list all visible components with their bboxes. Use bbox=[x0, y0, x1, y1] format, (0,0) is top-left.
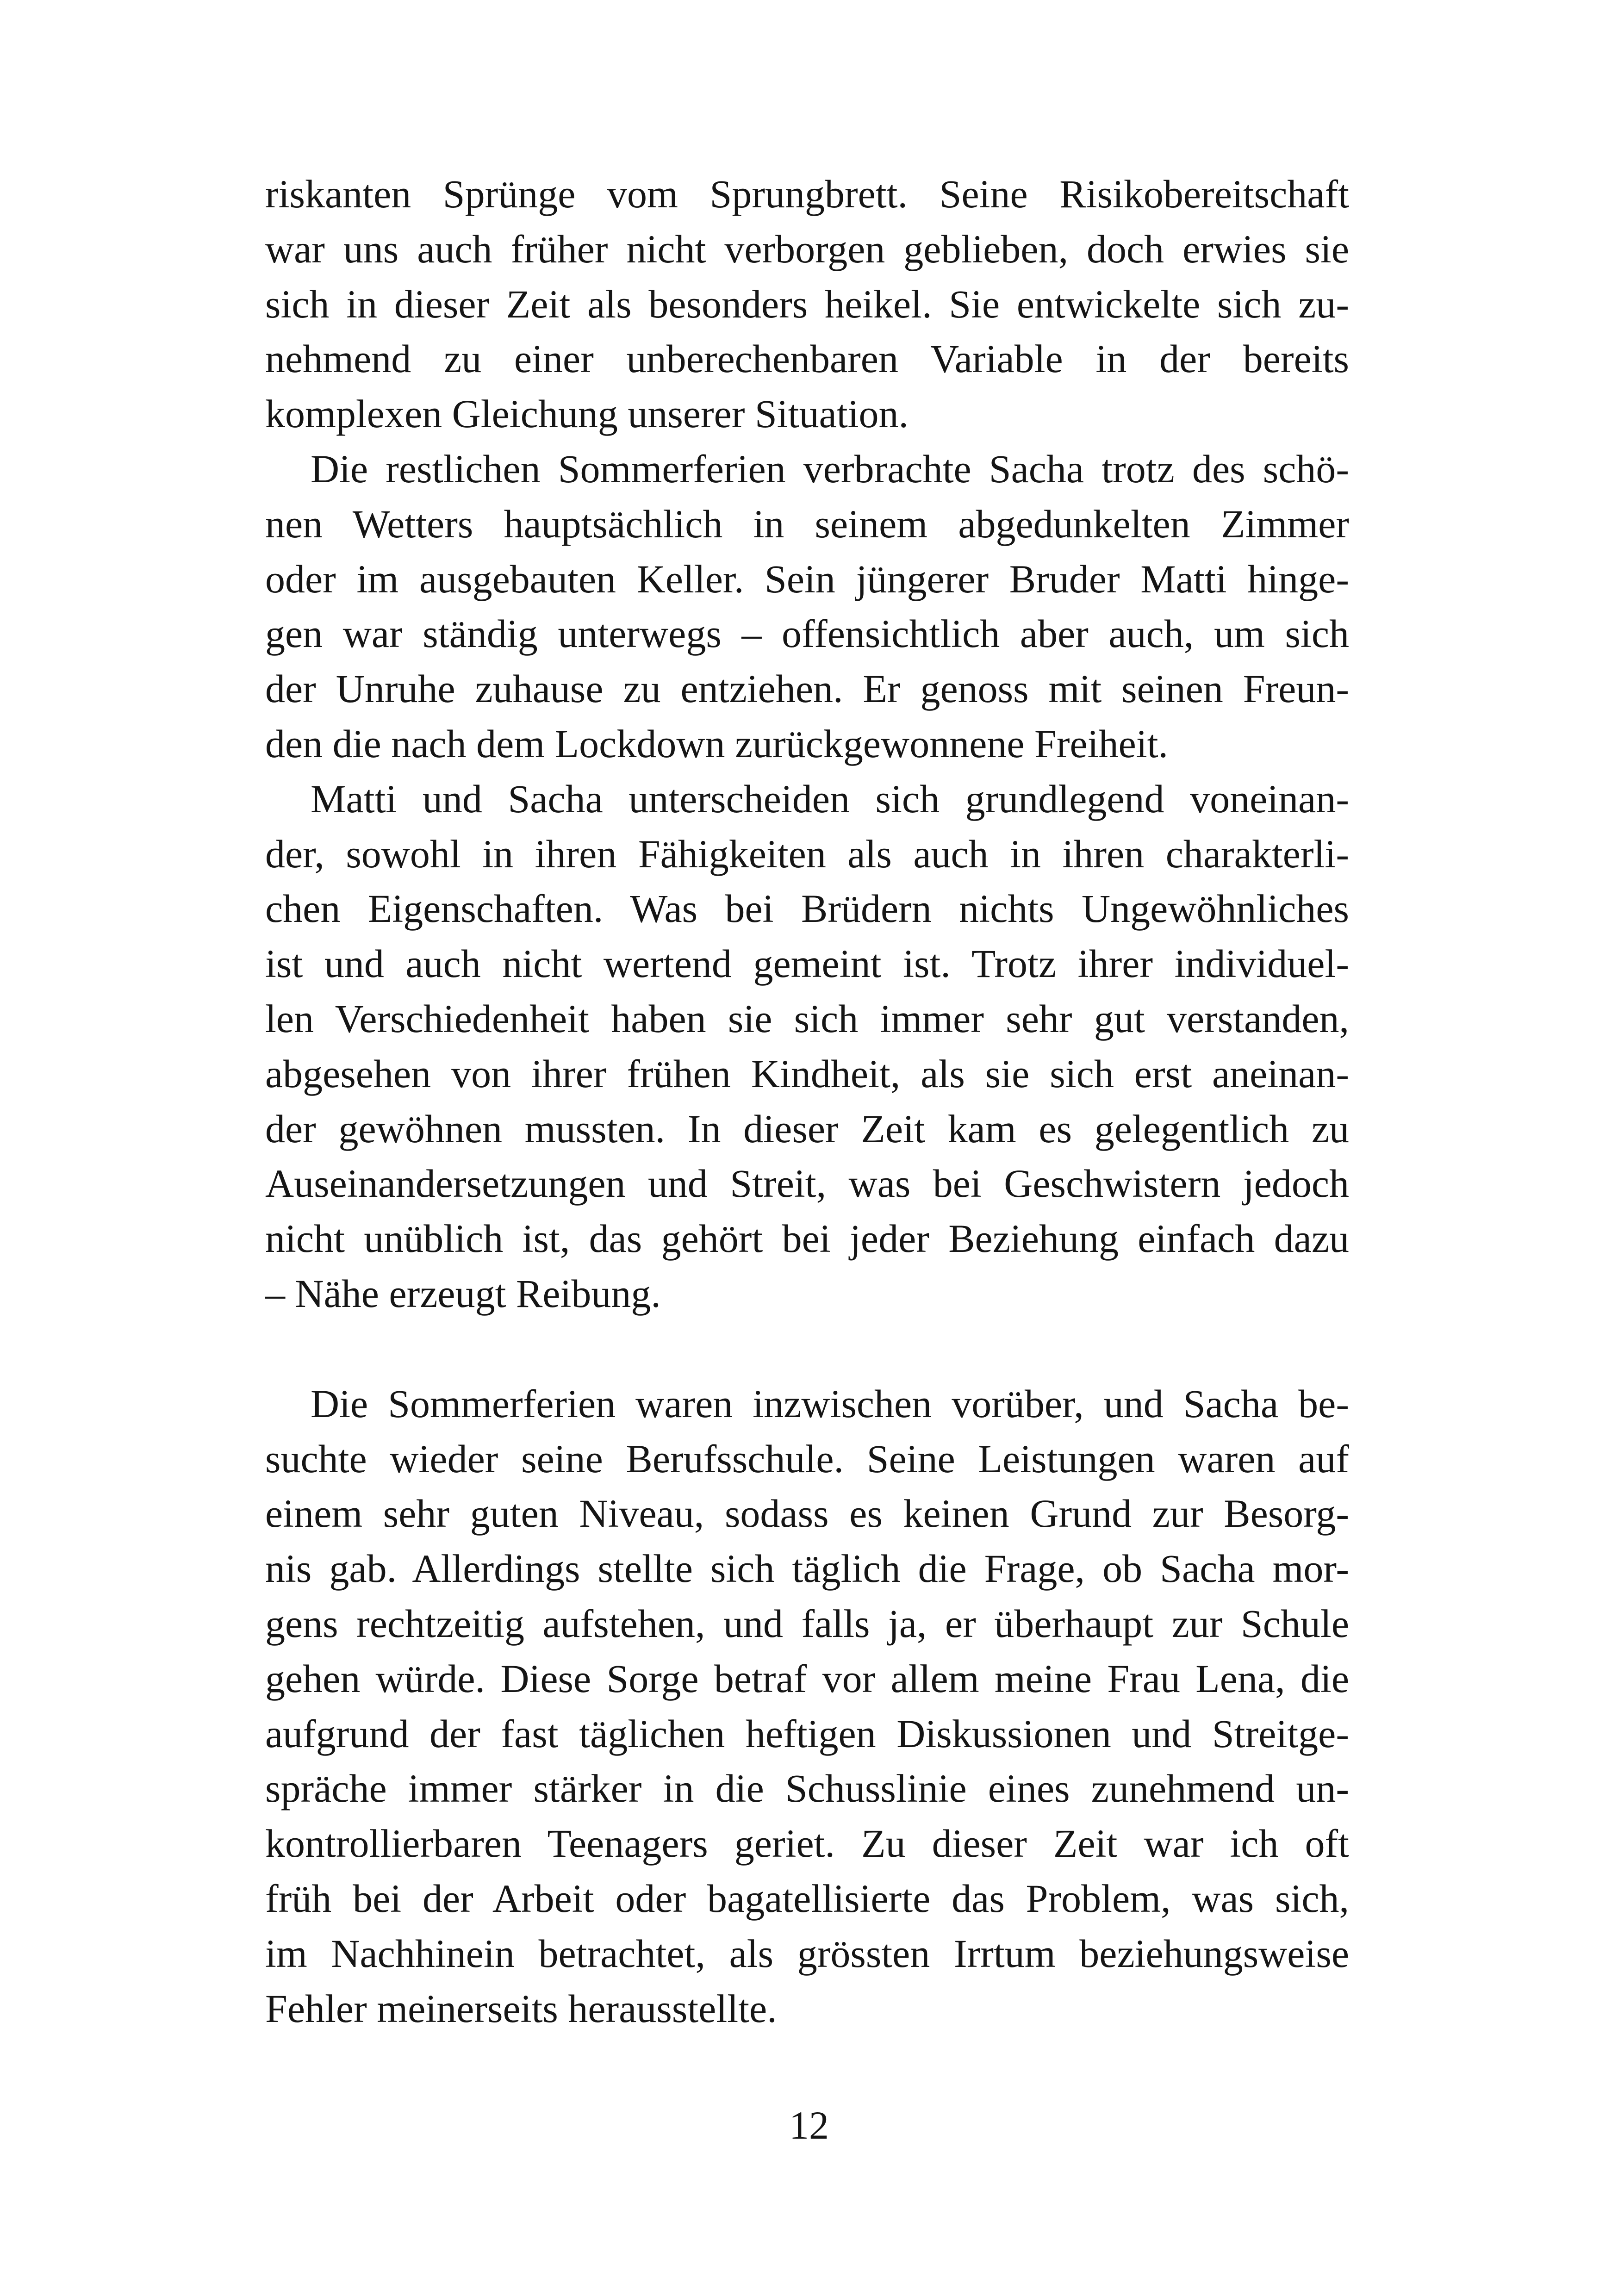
text-line: komplexen Gleichung unserer Situation. bbox=[265, 392, 909, 436]
text-line: nis gab. Allerdings stellte sich täglich die Frage, ob Sacha mor- bbox=[265, 1546, 1349, 1591]
text-line: den die nach dem Lockdown zurückgewonnene Freiheit. bbox=[265, 721, 1169, 766]
text-line: gehen würde. Diese Sorge betraf vor allem meine Frau Lena, die bbox=[265, 1656, 1349, 1701]
text-line: spräche immer stärker in die Schusslinie eines zunehmend un- bbox=[265, 1766, 1349, 1811]
text-line: Die restlichen Sommerferien verbrachte Sacha trotz des schö- bbox=[311, 446, 1349, 491]
text-line: früh bei der Arbeit oder bagatellisierte das Problem, was sich, bbox=[265, 1876, 1349, 1921]
body-text bbox=[265, 167, 1349, 2036]
paragraph bbox=[265, 772, 1349, 1321]
text-line: der Unruhe zuhause zu entziehen. Er genoss mit seinen Freun- bbox=[265, 666, 1349, 711]
page-number: 12 bbox=[789, 2103, 829, 2147]
text-line: war uns auch früher nicht verborgen geblieben, doch erwies sie bbox=[265, 226, 1349, 271]
text-line: ist und auch nicht wertend gemeint ist. Trotz ihrer individuel- bbox=[265, 941, 1349, 986]
text-line: oder im ausgebauten Keller. Sein jüngerer Bruder Matti hinge- bbox=[265, 556, 1349, 601]
text-line: Auseinandersetzungen und Streit, was bei Geschwistern jedoch bbox=[265, 1161, 1349, 1206]
text-line: einem sehr guten Niveau, sodass es keinen Grund zur Besorg- bbox=[265, 1491, 1349, 1536]
text-line: nehmend zu einer unberechenbaren Variable in der bereits bbox=[265, 336, 1349, 381]
text-line: gens rechtzeitig aufstehen, und falls ja, er überhaupt zur Schule bbox=[265, 1601, 1349, 1646]
section-break bbox=[265, 1321, 1349, 1376]
text-line: aufgrund der fast täglichen heftigen Diskussionen und Streitge- bbox=[265, 1711, 1349, 1756]
text-line: nicht unüblich ist, das gehört bei jeder Beziehung einfach dazu bbox=[265, 1216, 1349, 1261]
paragraph bbox=[265, 1376, 1349, 2036]
text-line: nen Wetters hauptsächlich in seinem abgedunkelten Zimmer bbox=[265, 501, 1349, 546]
paragraph bbox=[265, 167, 1349, 442]
text-line: suchte wieder seine Berufsschule. Seine Leistungen waren auf bbox=[265, 1436, 1349, 1481]
text-line: – Nähe erzeugt Reibung. bbox=[265, 1271, 661, 1316]
text-line: sich in dieser Zeit als besonders heikel. Sie entwickelte sich zu- bbox=[265, 281, 1349, 326]
text-line: kontrollierbaren Teenagers geriet. Zu dieser Zeit war ich oft bbox=[265, 1821, 1349, 1866]
text-line: abgesehen von ihrer frühen Kindheit, als sie sich erst aneinan- bbox=[265, 1051, 1349, 1096]
text-line: der gewöhnen mussten. In dieser Zeit kam es gelegentlich zu bbox=[265, 1106, 1349, 1151]
text-line: Die Sommerferien waren inzwischen vorüber, und Sacha be- bbox=[311, 1381, 1349, 1426]
text-line: im Nachhinein betrachtet, als grössten Irrtum beziehungsweise bbox=[265, 1931, 1349, 1976]
text-line: gen war ständig unterwegs – offensichtlich aber auch, um sich bbox=[265, 611, 1349, 656]
text-line: Matti und Sacha unterscheiden sich grundlegend voneinan- bbox=[311, 776, 1349, 821]
paragraph bbox=[265, 442, 1349, 772]
text-line: der, sowohl in ihren Fähigkeiten als auch in ihren charakterli- bbox=[265, 831, 1349, 876]
text-line: len Verschiedenheit haben sie sich immer sehr gut verstanden, bbox=[265, 996, 1349, 1041]
text-line: riskanten Sprünge vom Sprungbrett. Seine Risikobereitschaft bbox=[265, 172, 1349, 216]
text-line: Fehler meinerseits herausstellte. bbox=[265, 1986, 777, 2031]
text-line: chen Eigenschaften. Was bei Brüdern nichts Ungewöhnliches bbox=[265, 886, 1349, 931]
